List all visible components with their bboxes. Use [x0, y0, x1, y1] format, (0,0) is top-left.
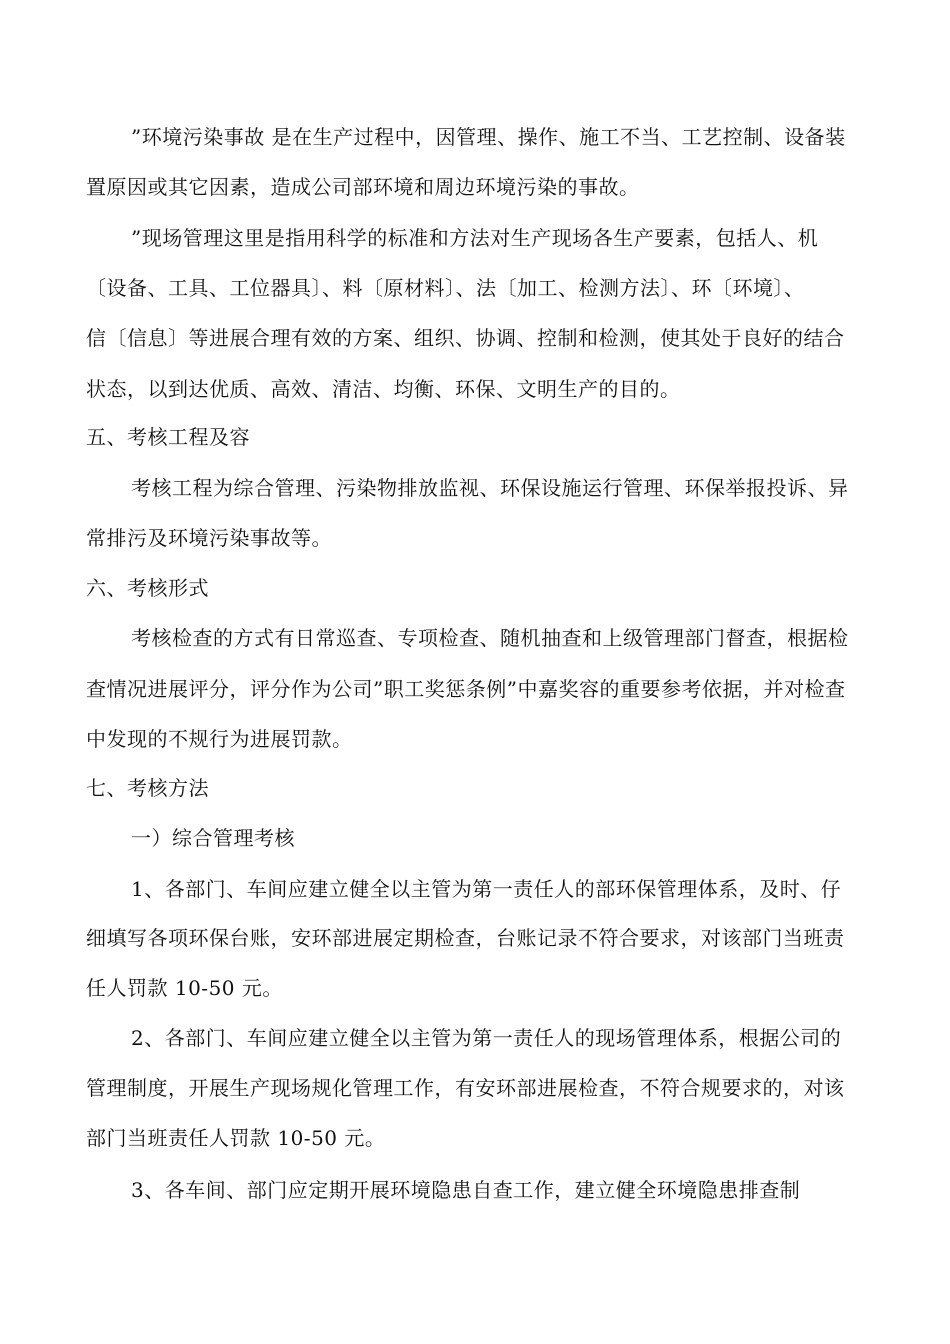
paragraph-line: 任人罚款 10-50 元。 — [86, 976, 283, 1000]
paragraph-line: ”环境污染事故 是在生产过程中，因管理、操作、施工不当、工艺控制、设备装 — [131, 125, 846, 149]
paragraph-line: 3、各车间、部门应定期开展环境隐患自查工作，建立健全环境隐患排查制 — [131, 1178, 801, 1202]
paragraph-line: 信〔信息〕等进展合理有效的方案、组织、协调、控制和检测，使其处于良好的结合 — [86, 326, 845, 350]
paragraph-line: 考核检查的方式有日常巡查、专项检查、随机抽查和上级管理部门督查，根据检 — [131, 626, 849, 650]
paragraph-line: 1、各部门、车间应建立健全以主管为第一责任人的部环保管理体系，及时、仔 — [131, 877, 842, 901]
paragraph-line: 〔设备、工具、工位器具〕、料〔原材料〕、法〔加工、检测方法〕、环〔环境〕、 — [86, 276, 805, 300]
paragraph-line: 常排污及环境污染事故等。 — [86, 526, 332, 550]
paragraph-line: 查情况进展评分，评分作为公司”职工奖惩条例”中嘉奖容的重要参考依据，并对检查 — [86, 677, 846, 701]
paragraph-line: 考核工程为综合管理、污染物排放监视、环保设施运行管理、环保举报投诉、异 — [131, 476, 849, 500]
subsection-heading: 一）综合管理考核 — [131, 826, 295, 850]
paragraph-line: 2、各部门、车间应建立健全以主管为第一责任人的现场管理体系，根据公司的 — [131, 1026, 842, 1050]
paragraph-line: ”现场管理这里是指用科学的标准和方法对生产现场各生产要素，包括人、机 — [131, 226, 819, 250]
paragraph-line: 部门当班责任人罚款 10-50 元。 — [86, 1126, 386, 1150]
paragraph-line: 管理制度，开展生产现场规化管理工作，有安环部进展检查，不符合规要求的，对该 — [86, 1076, 845, 1100]
paragraph-line: 细填写各项环保台账，安环部进展定期检查，台账记录不符合要求，对该部门当班责 — [86, 926, 845, 950]
section-heading: 六、考核形式 — [86, 576, 209, 600]
section-heading: 七、考核方法 — [86, 776, 209, 800]
paragraph-line: 置原因或其它因素，造成公司部环境和周边环境污染的事故。 — [86, 175, 640, 199]
paragraph-line: 状态，以到达优质、高效、清洁、均衡、环保、文明生产的目的。 — [86, 377, 681, 401]
paragraph-line: 中发现的不规行为进展罚款。 — [86, 727, 353, 751]
section-heading: 五、考核工程及容 — [86, 425, 250, 449]
